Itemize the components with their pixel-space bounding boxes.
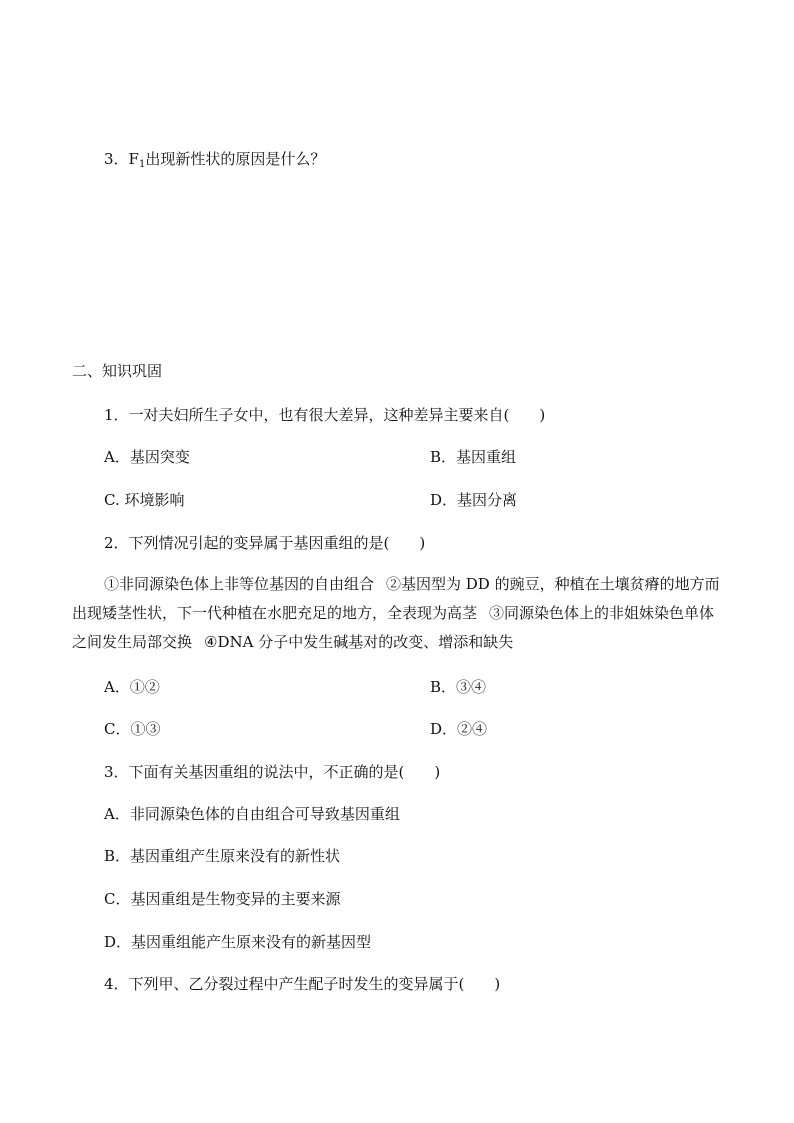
q1-option-b: B．基因重组 (430, 448, 517, 466)
q2-option-a: A．①② (104, 678, 160, 696)
f-letter: F (128, 150, 139, 168)
q4-stem: 4．下列甲、乙分裂过程中产生配子时发生的变异属于( ) (104, 975, 501, 993)
f-subscript: 1 (138, 159, 146, 170)
question-number: 3． (104, 150, 129, 168)
q2-statement-2: ②基因型为 DD 的豌豆，种植在土壤贫瘠的地方而出现矮茎性状，下一代种植在水肥充足的地方，全表现为高茎 (72, 575, 720, 622)
q2-stem: 2．下列情况引起的变异属于基因重组的是( ) (104, 534, 426, 552)
q1-option-a: A．基因突变 (104, 448, 190, 466)
q3-option-a: A．非同源染色体的自由组合可导致基因重组 (104, 805, 400, 823)
q2-statement-1: ①非同源染色体上非等位基因的自由组合 (104, 575, 375, 593)
q2-option-d: D．②④ (430, 720, 488, 738)
q3-stem: 3．下面有关基因重组的说法中，不正确的是( ) (104, 763, 441, 781)
q1-option-d: D．基因分离 (430, 491, 518, 509)
q3-option-c: C．基因重组是生物变异的主要来源 (104, 890, 341, 908)
q2-option-c: C．①③ (104, 720, 161, 738)
q2-option-b: B．③④ (430, 678, 487, 696)
section-heading: 二、知识巩固 (72, 362, 163, 380)
q1-option-c: C. 环境影响 (104, 491, 185, 509)
q2-statement-4: ④DNA 分子中发生碱基对的改变、增添和缺失 (204, 633, 514, 651)
question-text: 出现新性状的原因是什么？ (145, 150, 326, 168)
q1-stem: 1．一对夫妇所生子女中，也有很大差异，这种差异主要来自( ) (104, 406, 546, 424)
q3-option-d: D．基因重组能产生原来没有的新基因型 (104, 933, 372, 951)
question-f1-new-trait (104, 149, 325, 175)
q2-statement-3: ③同源染色体上的非姐妹染色单体之间发生局部交换 (72, 604, 715, 651)
q2-statements (72, 570, 722, 657)
q3-option-b: B．基因重组产生原来没有的新性状 (104, 847, 341, 865)
